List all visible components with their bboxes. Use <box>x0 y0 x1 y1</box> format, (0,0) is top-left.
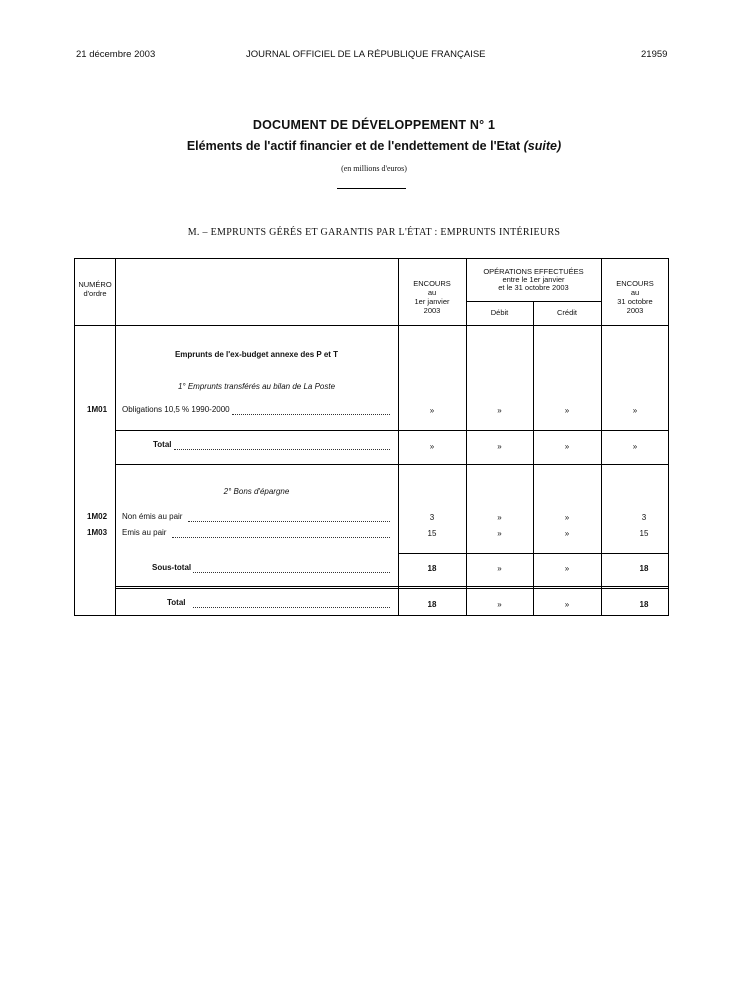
header-encours-start <box>398 279 466 315</box>
header-encours-end-l1: ENCOURS <box>616 279 654 288</box>
title-rule <box>337 188 406 189</box>
total-1-debit: » <box>497 442 502 451</box>
row-label-1M02: Non émis au pair <box>122 512 183 521</box>
subtotal-label: Sous-total <box>152 563 192 572</box>
header-date: 21 décembre 2003 <box>76 49 156 60</box>
header-encours-end <box>601 279 669 315</box>
header-operations-l1: OPÉRATIONS EFFECTUÉES <box>483 267 584 276</box>
subsection-2-title: 2° Bons d'épargne <box>223 487 290 496</box>
row-line <box>115 586 669 587</box>
row-number-1M02: 1M02 <box>87 512 108 521</box>
row-line <box>115 464 669 465</box>
cell-end-1M01: » <box>632 406 638 415</box>
subtitle-main: Eléments de l'actif financier et de l'endettement de l'Etat <box>186 139 521 153</box>
total-2-debit: » <box>497 600 502 609</box>
row-line <box>115 588 669 589</box>
cell-debit-1M03: » <box>497 529 502 538</box>
header-page-number: 21959 <box>641 49 668 60</box>
cell-start-1M01: » <box>429 406 435 415</box>
total-2-start: 18 <box>427 600 437 609</box>
header-encours-end-l4: 2003 <box>626 306 644 315</box>
header-encours-start-l1: ENCOURS <box>413 279 451 288</box>
subtotal-debit: » <box>497 564 502 573</box>
total-1-start: » <box>429 442 435 451</box>
total-2-label: Total <box>167 598 186 607</box>
total-1-credit: » <box>564 442 570 451</box>
header-credit: Crédit <box>556 308 577 317</box>
cell-credit-1M01: » <box>564 406 570 415</box>
cell-credit-1M03: » <box>564 529 570 538</box>
row-number-1M03: 1M03 <box>87 528 108 537</box>
cell-debit-1M01: » <box>497 406 502 415</box>
cell-start-1M03: 15 <box>427 529 437 538</box>
header-operations-l2: entre le 1er janvier <box>502 275 565 284</box>
header-encours-end-l3: 31 octobre <box>617 297 653 306</box>
cell-credit-1M02: » <box>564 513 570 522</box>
unit-note: (en millions d'euros) <box>341 164 407 173</box>
header-numero <box>75 280 115 298</box>
header-encours-end-l2: au <box>630 288 640 297</box>
header-operations <box>466 268 601 292</box>
operations-split-line <box>466 301 601 302</box>
row-label-1M03: Emis au pair <box>122 528 167 537</box>
total-2-credit: » <box>564 600 570 609</box>
document-title: DOCUMENT DE DÉVELOPPEMENT N° 1 <box>252 118 496 132</box>
leader-dots <box>193 607 390 608</box>
header-encours-start-l3: 1er janvier <box>414 297 450 306</box>
cell-debit-1M02: » <box>497 513 502 522</box>
leader-dots <box>188 521 390 522</box>
header-bottom-line <box>75 325 669 326</box>
col-divider <box>115 259 116 615</box>
header-debit: Débit <box>490 308 509 317</box>
subtotal-credit: » <box>564 564 570 573</box>
header-encours-start-l4: 2003 <box>423 306 441 315</box>
total-1-end: » <box>632 442 638 451</box>
header-journal: JOURNAL OFFICIEL DE LA RÉPUBLIQUE FRANÇAISE <box>246 49 486 60</box>
row-line <box>398 553 669 554</box>
cell-start-1M02: 3 <box>429 513 435 522</box>
row-line <box>115 430 669 431</box>
subsection-1-title: 1° Emprunts transférés au bilan de La Poste <box>177 382 336 391</box>
header-numero-l2: d'ordre <box>83 289 107 298</box>
leader-dots <box>172 537 390 538</box>
leader-dots <box>193 572 390 573</box>
subtotal-end: 18 <box>639 564 649 573</box>
leader-dots <box>232 414 390 415</box>
section-heading: M. – EMPRUNTS GÉRÉS ET GARANTIS PAR L'ÉTAT : EMPRUNTS INTÉRIEURS <box>187 227 561 238</box>
leader-dots <box>174 449 390 450</box>
row-label-1M01: Obligations 10,5 % 1990-2000 <box>122 405 230 414</box>
header-numero-l1: NUMÉRO <box>78 280 112 289</box>
total-1-label: Total <box>153 440 172 449</box>
data-table <box>74 258 669 616</box>
cell-end-1M03: 15 <box>639 529 649 538</box>
group-title: Emprunts de l'ex-budget annexe des P et T <box>174 350 339 359</box>
header-encours-start-l2: au <box>427 288 437 297</box>
subtitle-suffix: (suite) <box>523 139 562 153</box>
header-operations-l3: et le 31 octobre 2003 <box>498 283 569 292</box>
subtotal-start: 18 <box>427 564 437 573</box>
cell-end-1M02: 3 <box>641 513 647 522</box>
total-2-end: 18 <box>639 600 649 609</box>
row-number-1M01: 1M01 <box>87 405 108 414</box>
document-subtitle <box>0 139 748 153</box>
